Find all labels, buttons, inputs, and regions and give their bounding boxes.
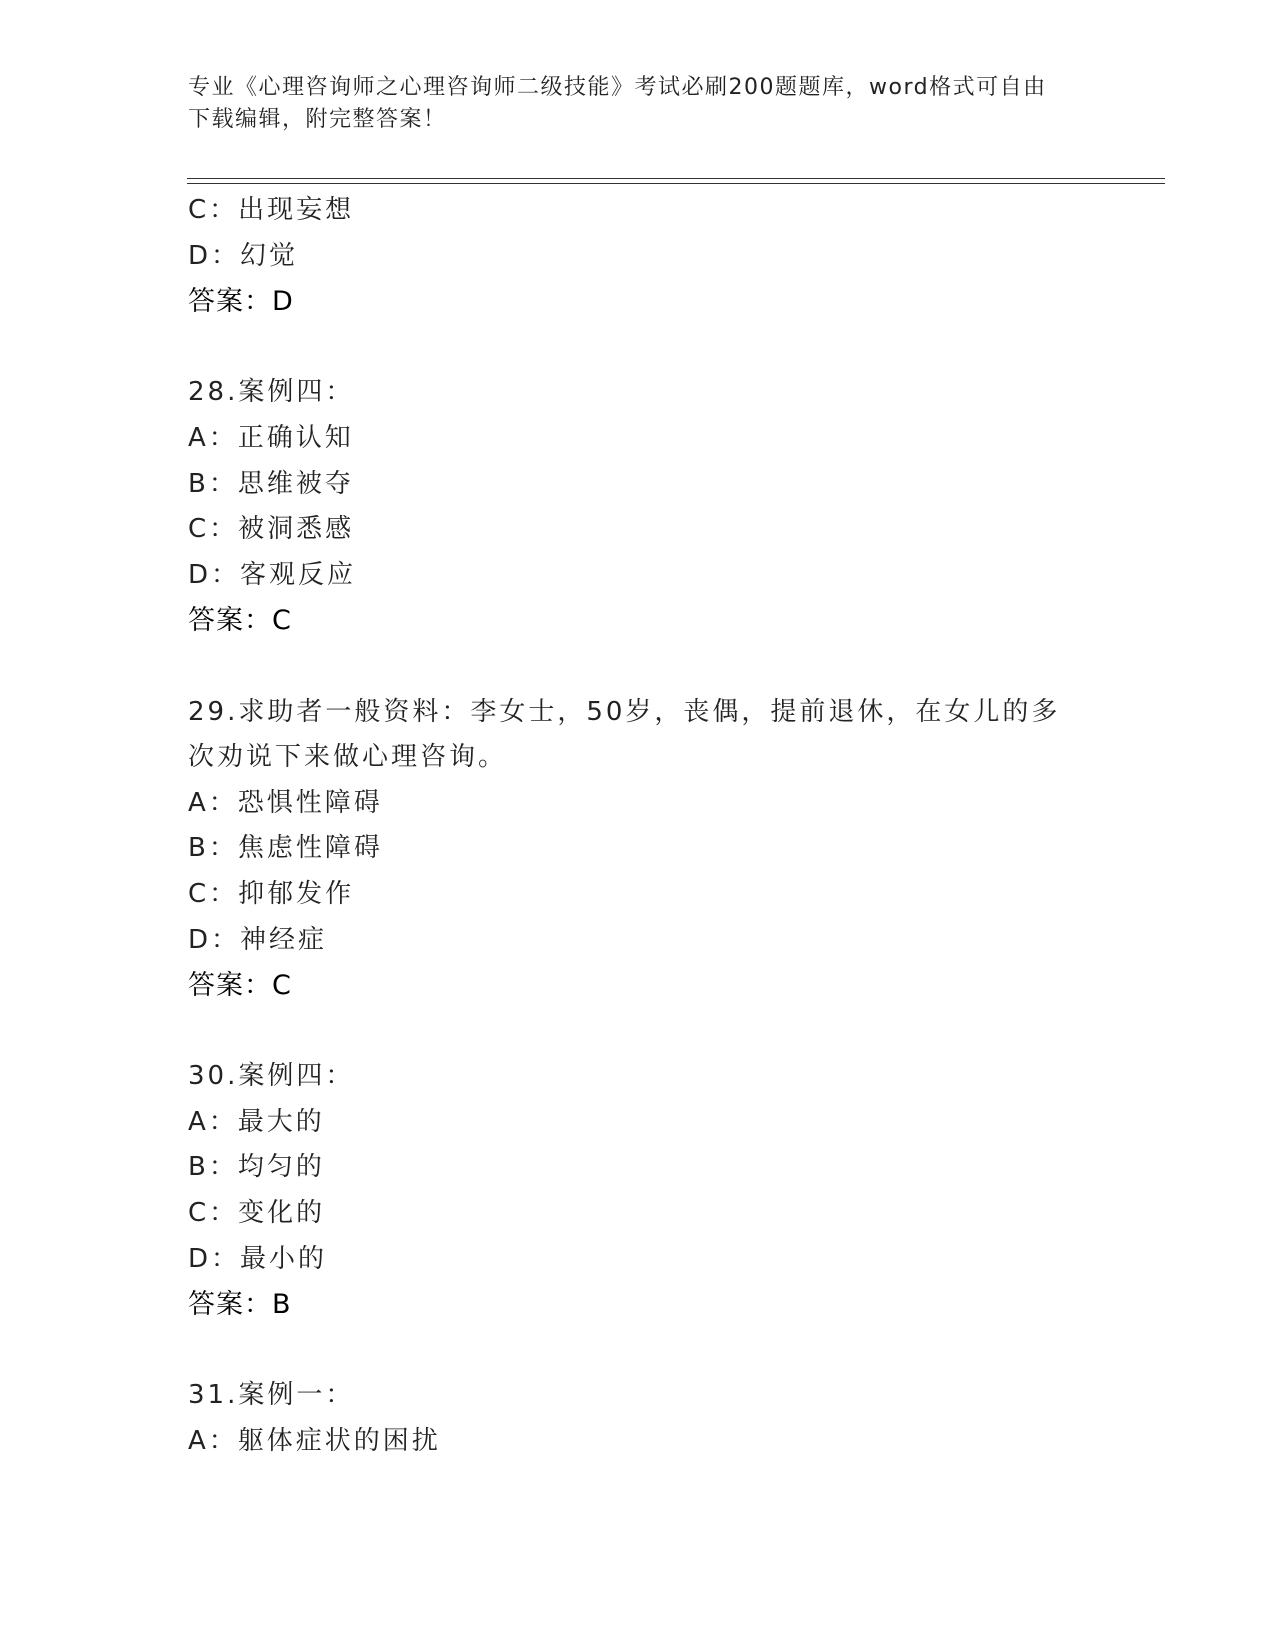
option-b: B：均匀的: [188, 1152, 325, 1183]
option-a: A：最大的: [188, 1106, 325, 1137]
question-stem: 29.求助者一般资料：李女士，50岁，丧偶，提前退休，在女儿的多次劝说下来做心理咨询。: [188, 696, 1061, 773]
option-b: B：焦虑性障碍: [188, 833, 383, 864]
option-d: D：客观反应: [188, 559, 357, 590]
answer: 答案：B: [188, 1289, 292, 1321]
option-c: C：变化的: [188, 1198, 326, 1229]
option-c: C：出现妄想: [188, 195, 355, 225]
option-a: A：正确认知: [188, 422, 354, 453]
option-d: D：神经症: [188, 924, 328, 955]
question-stem: 31.案例一：: [188, 1380, 355, 1411]
header-rule-top: [187, 178, 1165, 179]
question-list: [188, 188, 1088, 1465]
option-d: D：最小的: [188, 1243, 328, 1274]
option-c: C：被洞悉感: [188, 514, 355, 545]
option-d: D：幻觉: [188, 240, 299, 271]
question-stem: 30.案例四：: [188, 1061, 355, 1092]
header-rule-bottom: [187, 183, 1165, 184]
answer: 答案：C: [188, 605, 292, 637]
option-b: B：思维被夺: [188, 468, 354, 499]
option-a: A：躯体症状的困扰: [188, 1426, 441, 1457]
document-header: 专业《心理咨询师之心理咨询师二级技能》考试必刷200题题库，word格式可自由下载编辑，附完整答案！: [188, 75, 1047, 132]
answer: 答案：D: [188, 286, 294, 318]
answer: 答案：C: [188, 970, 292, 1002]
option-c: C：抑郁发作: [188, 878, 355, 909]
option-a: A：恐惧性障碍: [188, 787, 383, 818]
question-stem: 28.案例四：: [188, 377, 355, 408]
